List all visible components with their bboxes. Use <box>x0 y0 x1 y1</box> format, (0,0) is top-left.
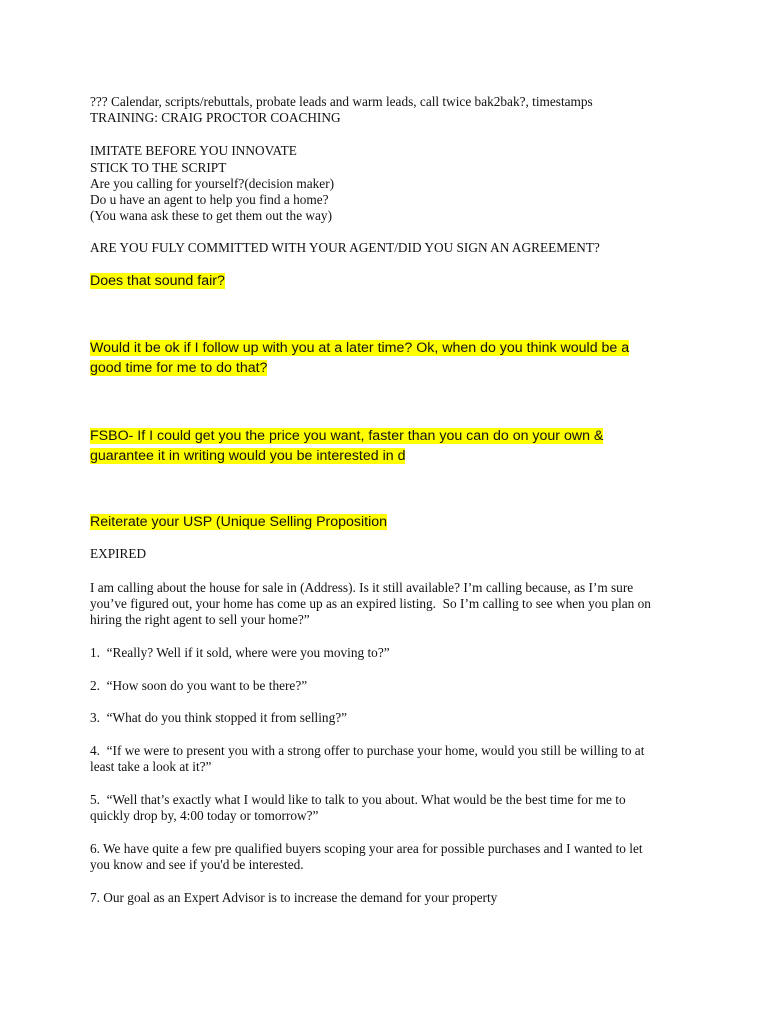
list-item-6-line-1: 6. We have quite a few pre qualified buyers scoping your area for possible purchases and I wanted to let <box>90 841 643 856</box>
expired-para-line-3: hiring the right agent to sell your home?” <box>90 612 310 627</box>
list-item-1: 1. “Really? Well if it sold, where were you moving to?” <box>90 645 390 660</box>
highlight-usp: Reiterate your USP (Unique Selling Proposition <box>90 514 388 530</box>
highlight-fsbo-line-2: guarantee it in writing would you be interested in d <box>90 448 406 464</box>
list-item-4-line-1: 4. “If we were to present you with a strong offer to purchase your home, would you still be willing to at <box>90 743 645 758</box>
expired-para-line-1: I am calling about the house for sale in (Address). Is it still available? I’m calling because, as I’m sure <box>90 580 634 595</box>
question-agent: Do u have an agent to help you find a home? <box>90 192 329 207</box>
list-item-4-line-2: least take a look at it?” <box>90 759 212 774</box>
list-item-3: 3. “What do you think stopped it from selling?” <box>90 710 348 725</box>
highlight-fsbo-line-1: FSBO- If I could get you the price you want, faster than you can do on your own & <box>90 428 604 444</box>
list-item-7: 7. Our goal as an Expert Advisor is to increase the demand for your property <box>90 890 498 905</box>
expired-para-line-2: you’ve figured out, your home has come up as an expired listing. So I’m calling to see when you plan on <box>90 596 651 611</box>
list-item-5-line-2: quickly drop by, 4:00 today or tomorrow?” <box>90 808 319 823</box>
intro-line-1: ??? Calendar, scripts/rebuttals, probate leads and warm leads, call twice bak2bak?, timestamps <box>90 94 593 109</box>
commit-question: ARE YOU FULY COMMITTED WITH YOUR AGENT/DID YOU SIGN AN AGREEMENT? <box>90 240 600 255</box>
list-item-6-line-2: you know and see if you'd be interested. <box>90 857 304 872</box>
question-decision-maker: Are you calling for yourself?(decision maker) <box>90 176 335 191</box>
expired-heading: EXPIRED <box>90 546 147 561</box>
training-line: TRAINING: CRAIG PROCTOR COACHING <box>90 110 341 125</box>
list-item-2: 2. “How soon do you want to be there?” <box>90 678 308 693</box>
rule-imitate: IMITATE BEFORE YOU INNOVATE <box>90 143 297 158</box>
highlight-followup-line-2: good time for me to do that? <box>90 360 268 376</box>
rule-stick-to-script: STICK TO THE SCRIPT <box>90 160 227 175</box>
highlight-sound-fair: Does that sound fair? <box>90 273 225 289</box>
highlight-followup-line-1: Would it be ok if I follow up with you at a later time? Ok, when do you think would be a <box>90 340 630 356</box>
list-item-5-line-1: 5. “Well that’s exactly what I would like to talk to you about. What would be the best time for me to <box>90 792 626 807</box>
note-get-out-of-way: (You wana ask these to get them out the way) <box>90 208 333 223</box>
